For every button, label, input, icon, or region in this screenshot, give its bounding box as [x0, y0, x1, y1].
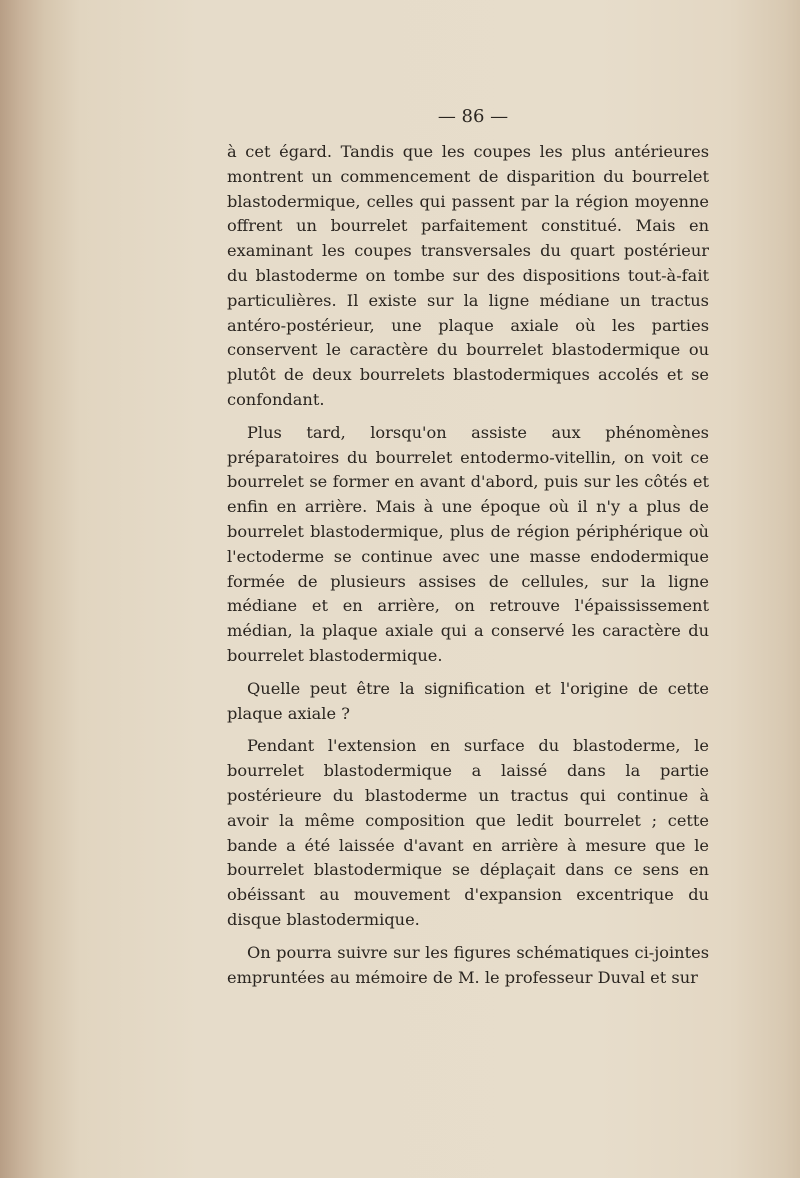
paragraph-5: On pourra suivre sur les figures schématiques ci-jointes empruntées au mémoire de M. le professeur Duval et sur	[227, 942, 709, 987]
page-text-block	[227, 100, 709, 998]
page-number: — 86 —	[437, 106, 509, 127]
paragraph-4: Pendant l'extension en surface du blastoderme, le bourrelet blastodermique a laissé dans la partie postérieure du blastoderme un tractus qui continue à avoir la même composition que ledit bourrelet ; cette bande a été laissée d'avant en arrière à mesure que le bourrelet blastodermique se déplaçait dans ce sens en obéissant au mouvement d'expansion excentrique du disque blastodermique.	[227, 736, 709, 929]
paragraph-2: Plus tard, lorsqu'on assiste aux phénomènes préparatoires du bourrelet entodermo-vitellin, on voit ce bourrelet se former en avant d'abord, puis sur les côtés et enfin en arrière. Mais à une époque où il n'y a plus de bourrelet blastodermique, plus de région périphérique où l'ectoderme se continue avec une masse endodermique formée de plusieurs assises de cellules, sur la ligne médiane et en arrière, on retrouve l'épaississement médian, la plaque axiale qui a conservé les caractère du bourrelet blastodermique.	[227, 422, 709, 665]
paragraph-3: Quelle peut être la signification et l'origine de cette plaque axiale ?	[227, 678, 709, 723]
paragraph-1: à cet égard. Tandis que les coupes les plus antérieures montrent un commencement de disparition du bourrelet blastodermique, celles qui passent par la région moyenne offrent un bourrelet parfaitement constitué. Mais en examinant les coupes transversales du quart postérieur du blastoderme on tombe sur des dispositions tout-à-fait particulières. Il existe sur la ligne médiane un tractus antéro-postérieur, une plaque axiale où les parties conservent le caractère du bourrelet blastodermique ou plutôt de deux bourrelets blastodermiques accolés et se confondant.	[227, 142, 709, 409]
